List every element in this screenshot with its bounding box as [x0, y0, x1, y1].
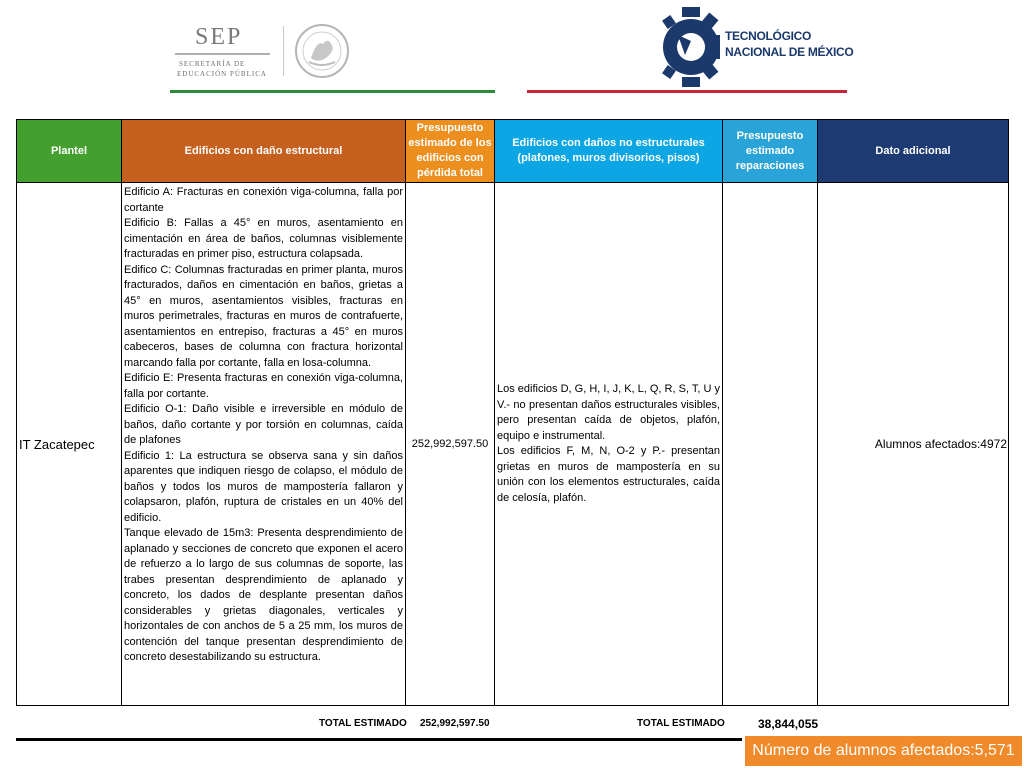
col-header-plantel: Plantel	[17, 120, 122, 183]
cell-non-structural-damage	[495, 183, 723, 706]
col-header-structural: Edificios con daño estructural	[122, 120, 406, 183]
structural-item: Edificio E: Presenta fracturas en conexión viga-columna, falla por cortante.	[124, 372, 403, 400]
logo-divider	[283, 26, 284, 76]
total-value-1: 252,992,597.50	[420, 718, 490, 729]
page-header	[0, 0, 1024, 110]
green-band	[170, 90, 495, 93]
col-header-extra: Dato adicional	[818, 120, 1009, 183]
cell-extra-data: Alumnos afectados:4972	[818, 183, 1009, 706]
non-structural-item: Los edificios D, G, H, I, J, K, L, Q, R, S, T, U y V.- no presentan daños estructurales visibles, pero presentan caída de objetos, plafón, equipo e instrumental.	[497, 383, 720, 442]
table-header-row	[17, 120, 1009, 183]
structural-item: Edificio B: Fallas a 45° en muros, asentamiento en cimentación en área de baños, columnas visiblemente fracturadas en primer piso, estructura colapsada.	[124, 217, 403, 260]
tecnm-line2: NACIONAL DE MÉXICO	[725, 45, 854, 59]
structural-item: Edificio A: Fracturas en conexión viga-columna, falla por cortante	[124, 186, 403, 214]
total-label-1: TOTAL ESTIMADO	[319, 718, 407, 729]
national-seal-icon	[293, 22, 351, 80]
col-header-budget-total: Presupuesto estimado de los edificios con pérdida total	[406, 120, 495, 183]
table-row	[17, 183, 1009, 706]
sep-logo	[165, 20, 365, 80]
structural-item: Edificio O-1: Daño visible e irreversible en módulo de baños, daño cortante y por torsión en columnas, caída de plafones	[124, 403, 403, 446]
footer-rule	[16, 738, 742, 741]
students-affected-box: Número de alumnos afectados:5,571	[745, 736, 1022, 766]
damage-table	[16, 119, 1009, 706]
tecnm-logo	[660, 5, 900, 90]
col-header-non-structural: Edificios con daños no estructurales (plafones, muros divisorios, pisos)	[495, 120, 723, 183]
total-label-2: TOTAL ESTIMADO	[637, 718, 725, 729]
cell-budget-total: 252,992,597.50	[406, 183, 495, 706]
total-value-2: 38,844,055	[758, 717, 819, 731]
red-band	[527, 90, 847, 93]
tecnm-gear-icon	[660, 5, 724, 90]
structural-item: Tanque elevado de 15m3: Presenta desprendimiento de aplanado y secciones de concreto que exponen el acero de refuerzo a lo largo de sus columnas de soporte, las trabes presentan desprendimiento de aplanado y concreto, los dados de desplante presentan daños considerables y grietas diagonales, verticales y horizontales de con anchos de 5 a 25 mm, los muros de contención del tanque presentan desprendimiento de concreto desestabilizando su estructura.	[124, 527, 403, 663]
non-structural-item: Los edificios F, M, N, O-2 y P.- presentan grietas en muros de mampostería en su unión con los elementos estructurales, caída de celosía, plafón.	[497, 445, 720, 504]
cell-plantel: IT Zacatepec	[17, 183, 122, 706]
structural-item: Edifico C: Columnas fracturadas en primer planta, muros fracturados, daños en cimentación en baños, grietas a 45° en muros, asentamientos visibles, fracturas en muros perimetrales, fracturas en muros de contrafuerte, asentamientos en entrepiso, fracturas a 45° en muros cabeceros, bases de columna con fractura horizontal marcando falla por cortante, falla en losa-columna.	[124, 263, 403, 369]
cell-budget-repairs	[723, 183, 818, 706]
sep-logo-word: SEP	[195, 24, 243, 50]
sep-logo-rule	[175, 53, 270, 55]
sep-logo-line2: EDUCACIÓN PÚBLICA	[177, 70, 267, 78]
cell-structural-damage	[122, 183, 406, 706]
sep-logo-line1: SECRETARÍA DE	[179, 60, 246, 68]
structural-item: Edificio 1: La estructura se observa sana y sin daños aparentes que indiquen riesgo de colapso, el módulo de baños y todos los muros de mampostería fallaron y colapsaron, plafón, ruptura de cristales en un 40% del edificio.	[124, 449, 403, 524]
col-header-budget-repairs: Presupuesto estimado reparaciones	[723, 120, 818, 183]
tecnm-line1: TECNOLÓGICO	[725, 29, 812, 43]
